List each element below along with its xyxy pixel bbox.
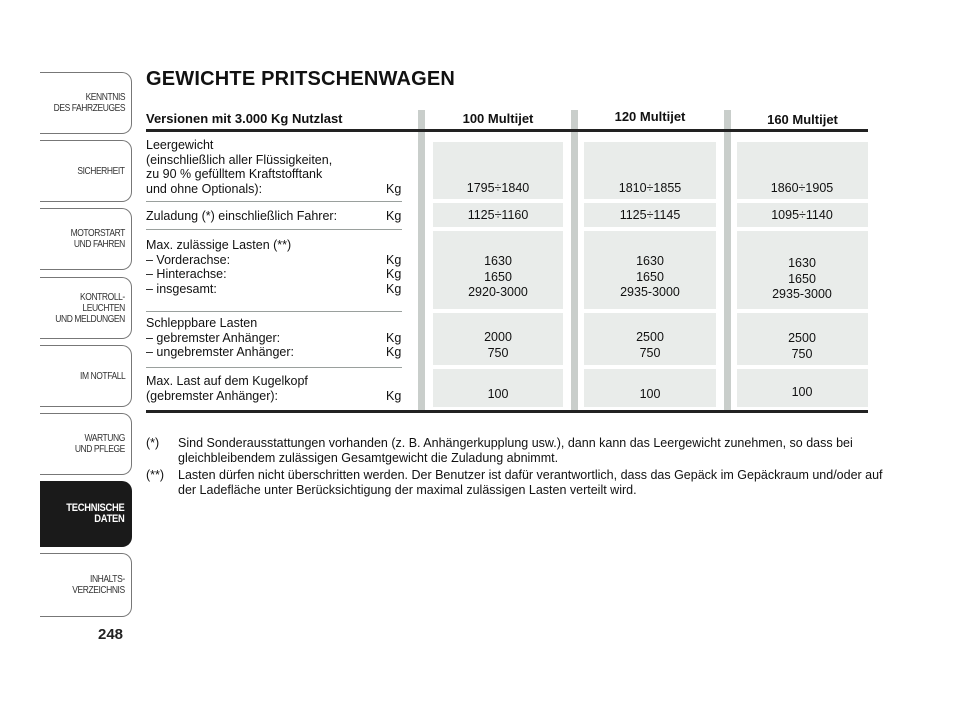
column-divider xyxy=(418,110,425,412)
row-label: Schleppbare Lasten – gebremster Anhänger: – ungebremster Anhänger: xyxy=(146,316,295,359)
footnote-text: Sind Sonderausstattungen vorhanden (z. B. Anhängerkupplung usw.), dann kann das Leergewicht zunehmen, so dass bei gleichbleibendem zulässigen Gesamtgewicht die Zuladung abnimmt. xyxy=(178,436,853,465)
row-unit: Kg xyxy=(386,209,402,223)
table-cell: 2500 750 xyxy=(636,330,664,360)
tab-kontrollleuchten[interactable] xyxy=(40,277,132,339)
table-cell: 1630 1650 2935-3000 xyxy=(772,256,832,301)
page-title: GEWICHTE PRITSCHENWAGEN xyxy=(146,68,456,90)
page-number: 248 xyxy=(98,626,124,643)
row-label: Zuladung (*) einschließlich Fahrer: xyxy=(146,209,338,223)
tab-label: TECHNISCHE DATEN xyxy=(66,502,125,525)
tab-label: IM NOTFALL xyxy=(79,370,125,382)
row-unit: Kg Kg Kg xyxy=(386,252,402,296)
column-divider xyxy=(724,110,731,412)
table-cell: 1095÷1140 xyxy=(771,208,833,222)
table-cell: 100 xyxy=(639,387,661,401)
column-header: 160 Multijet xyxy=(767,112,838,127)
row-label: Max. zulässige Lasten (**) – Vorderachse: – Hinterachse: – insgesamt: xyxy=(146,238,292,296)
table-header-label: Versionen mit 3.000 Kg Nutzlast xyxy=(146,111,343,126)
footnote xyxy=(146,468,886,497)
tab-inhaltsverzeichnis[interactable] xyxy=(40,553,132,617)
row-unit: Kg xyxy=(386,388,402,403)
table-cell: 1795÷1840 xyxy=(466,181,530,195)
column-header: 100 Multijet xyxy=(462,111,534,126)
column-divider xyxy=(571,110,578,412)
tab-label: INHALTS- VERZEICHNIS xyxy=(72,574,125,596)
table-cell: 1810÷1855 xyxy=(618,181,682,195)
column-header: 120 Multijet xyxy=(614,109,686,124)
row-unit: Kg xyxy=(386,181,402,196)
footnote-mark: (*) xyxy=(146,436,160,450)
table-top-rule xyxy=(146,129,868,132)
tab-im-notfall[interactable] xyxy=(40,345,132,407)
footnote xyxy=(146,436,886,465)
tab-sicherheit[interactable] xyxy=(40,140,132,202)
tab-label: WARTUNG UND PFLEGE xyxy=(74,433,125,455)
footnote-text: Lasten dürfen nicht überschritten werden. Der Benutzer ist dafür verantwortlich, dass das Gepäck im Gepäckraum und/oder auf der Ladefläche unter Berücksichtigung der maximal zulässigen Lasten verteilt wird. xyxy=(178,468,883,497)
footnote-mark: (**) xyxy=(146,468,165,482)
tab-kenntnis-des-fahrzeuges[interactable] xyxy=(40,72,132,134)
row-separator xyxy=(146,229,402,230)
tab-motorstart-und-fahren[interactable] xyxy=(40,208,132,270)
tab-label: KENNTNIS DES FAHRZEUGES xyxy=(53,92,125,114)
table-cell: 2500 750 xyxy=(788,331,816,361)
tab-label: SICHERHEIT xyxy=(77,165,125,177)
tab-label: MOTORSTART UND FAHREN xyxy=(70,228,125,250)
table-cell: 1860÷1905 xyxy=(770,181,834,195)
row-separator xyxy=(146,367,402,368)
row-separator xyxy=(146,201,402,202)
table-bottom-rule xyxy=(146,410,868,413)
table-cell: 2000 750 xyxy=(484,330,512,360)
row-separator xyxy=(146,311,402,312)
row-label: Leergewicht (einschließlich aller Flüssigkeiten, zu 90 % gefülltem Kraftstofftank und ohne Optionals): xyxy=(146,138,333,196)
table-cell: 100 xyxy=(487,387,509,401)
table-cell: 100 xyxy=(791,385,813,399)
row-unit: Kg Kg xyxy=(386,330,402,359)
table-cell: 1630 1650 2920-3000 xyxy=(468,254,528,299)
footnotes xyxy=(146,436,886,500)
row-label: Max. Last auf dem Kugelkopf (gebremster Anhänger): xyxy=(146,374,308,403)
tab-label: KONTROLL- LEUCHTEN UND MELDUNGEN xyxy=(55,291,125,325)
table-cell: 1630 1650 2935-3000 xyxy=(620,254,680,299)
tab-wartung-und-pflege[interactable] xyxy=(40,413,132,475)
table-cell: 1125÷1160 xyxy=(467,208,529,222)
table-cell: 1125÷1145 xyxy=(619,208,681,222)
tab-technische-daten[interactable] xyxy=(40,481,132,547)
